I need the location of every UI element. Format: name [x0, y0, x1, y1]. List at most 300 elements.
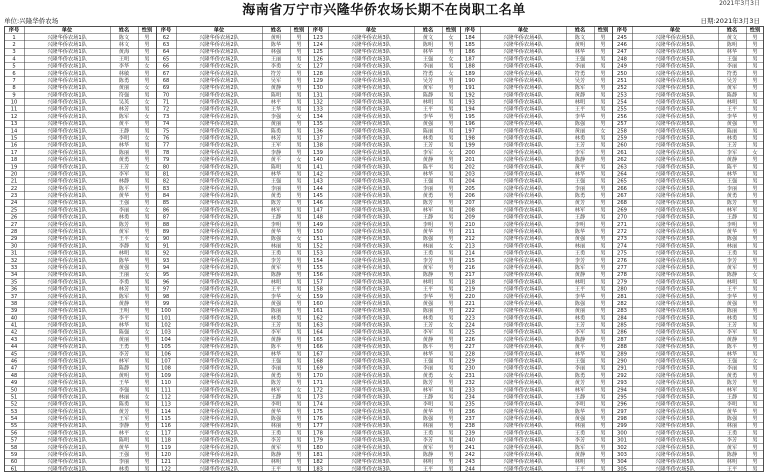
- row-seq: 288: [617, 344, 627, 351]
- row-name: 陈丽: [726, 308, 738, 315]
- row-gender: 男: [600, 372, 606, 379]
- row-gender: 男: [448, 229, 454, 236]
- row-gender: 男: [144, 351, 150, 358]
- row-seq: 159: [313, 293, 323, 300]
- row-gender: 男: [296, 92, 302, 99]
- row-gender: 男: [296, 70, 302, 77]
- row-unit: 兴隆华侨农场4队: [503, 142, 543, 149]
- row-seq: 104: [161, 336, 171, 343]
- row-gender: 女: [448, 34, 454, 41]
- row-gender: 男: [600, 329, 606, 336]
- row-unit: 兴隆华侨农场5队: [655, 34, 695, 41]
- row-unit: 兴隆华侨农场5队: [655, 128, 695, 135]
- row-seq: 116: [161, 423, 171, 430]
- row-seq: 36: [10, 286, 18, 293]
- row-unit: 兴隆华侨农场1队: [47, 322, 87, 329]
- row-seq: 170: [313, 372, 323, 379]
- row-gender: 男: [600, 444, 606, 451]
- row-seq: 132: [313, 99, 323, 106]
- row-seq: 2: [12, 41, 16, 48]
- row-gender: 男: [752, 236, 758, 243]
- row-name: 王静: [422, 214, 434, 221]
- row-gender: 男: [296, 279, 302, 286]
- row-seq: 199: [465, 142, 475, 149]
- row-seq: 65: [162, 56, 170, 63]
- row-unit: 兴隆华侨农场2队: [199, 149, 239, 156]
- row-seq: 148: [313, 214, 323, 221]
- row-gender: 男: [752, 466, 758, 472]
- row-unit: 兴隆华侨农场5队: [655, 229, 695, 236]
- row-seq: 40: [10, 315, 18, 322]
- row-name: 王芳: [270, 322, 282, 329]
- row-seq: 77: [162, 142, 170, 149]
- row-unit: 兴隆华侨农场3队: [351, 200, 391, 207]
- row-name: 林明: [422, 279, 434, 286]
- row-name: 陈丽: [270, 308, 282, 315]
- row-name: 李华: [422, 113, 434, 120]
- row-gender: 男: [752, 135, 758, 142]
- row-gender: 男: [144, 121, 150, 128]
- row-seq: 190: [465, 77, 475, 84]
- row-unit: 兴隆华侨农场1队: [47, 466, 87, 472]
- row-unit: 兴隆华侨农场3队: [351, 185, 391, 192]
- row-name: 林勇: [726, 135, 738, 142]
- row-unit: 兴隆华侨农场4队: [503, 372, 543, 379]
- row-gender: 女: [144, 85, 150, 92]
- row-seq: 61: [10, 466, 18, 472]
- row-name: 陈军: [118, 293, 130, 300]
- row-unit: 兴隆华侨农场3队: [351, 171, 391, 178]
- row-name: 陈丽: [422, 308, 434, 315]
- row-unit: 兴隆华侨农场2队: [199, 157, 239, 164]
- row-gender: 男: [296, 380, 302, 387]
- row-seq: 33: [10, 264, 18, 271]
- row-name: 林文: [118, 41, 130, 48]
- row-name: 李明: [270, 401, 282, 408]
- row-name: 李丽: [422, 185, 434, 192]
- row-name: 李芳: [574, 437, 586, 444]
- row-gender: 男: [144, 193, 150, 200]
- column-header: 姓名: [726, 27, 738, 34]
- row-gender: 男: [296, 372, 302, 379]
- row-gender: 男: [752, 444, 758, 451]
- row-gender: 男: [752, 171, 758, 178]
- row-gender: 男: [296, 423, 302, 430]
- row-unit: 兴隆华侨农场1队: [47, 63, 87, 70]
- row-unit: 兴隆华侨农场3队: [351, 423, 391, 430]
- row-seq: 39: [10, 308, 18, 315]
- row-seq: 261: [617, 149, 627, 156]
- row-name: 林明: [270, 459, 282, 466]
- row-seq: 130: [313, 85, 323, 92]
- row-name: 李平: [118, 315, 130, 322]
- row-seq: 247: [617, 49, 627, 56]
- row-seq: 196: [465, 121, 475, 128]
- row-name: 林丽: [422, 243, 434, 250]
- row-unit: 兴隆华侨农场2队: [199, 344, 239, 351]
- row-gender: 男: [296, 308, 302, 315]
- row-seq: 278: [617, 272, 627, 279]
- row-seq: 302: [617, 444, 627, 451]
- row-name: 林军: [422, 207, 434, 214]
- row-seq: 158: [313, 286, 323, 293]
- row-gender: 男: [752, 214, 758, 221]
- row-unit: 兴隆华侨农场4队: [503, 257, 543, 264]
- row-gender: 男: [600, 243, 606, 250]
- row-gender: 男: [600, 193, 606, 200]
- row-seq: 30: [10, 243, 18, 250]
- row-gender: 男: [296, 85, 302, 92]
- column-header: 性别: [293, 27, 305, 34]
- row-seq: 202: [465, 164, 475, 171]
- row-seq: 191: [465, 85, 475, 92]
- row-gender: 男: [296, 193, 302, 200]
- row-gender: 男: [144, 41, 150, 48]
- row-unit: 兴隆华侨农场5队: [655, 444, 695, 451]
- row-unit: 兴隆华侨农场5队: [655, 279, 695, 286]
- row-seq: 169: [313, 365, 323, 372]
- row-seq: 243: [465, 459, 475, 466]
- row-seq: 55: [10, 423, 18, 430]
- row-unit: 兴隆华侨农场3队: [351, 329, 391, 336]
- row-gender: 男: [600, 416, 606, 423]
- row-seq: 187: [465, 56, 475, 63]
- row-name: 林明: [726, 279, 738, 286]
- row-name: 陈静: [270, 452, 282, 459]
- row-unit: 兴隆华侨农场5队: [655, 336, 695, 343]
- row-seq: 139: [313, 149, 323, 156]
- row-gender: 女: [144, 329, 150, 336]
- row-name: 吴芳: [422, 77, 434, 84]
- row-name: 黄静: [422, 336, 434, 343]
- row-unit: 兴隆华侨农场2队: [199, 416, 239, 423]
- row-name: 王平: [422, 286, 434, 293]
- row-seq: 257: [617, 121, 627, 128]
- row-seq: 93: [162, 257, 170, 264]
- row-seq: 249: [617, 63, 627, 70]
- row-gender: 男: [600, 214, 606, 221]
- row-name: 黄静: [574, 272, 586, 279]
- row-unit: 兴隆华侨农场2队: [199, 401, 239, 408]
- row-unit: 兴隆华侨农场1队: [47, 264, 87, 271]
- row-unit: 兴隆华侨农场5队: [655, 322, 695, 329]
- row-seq: 102: [161, 322, 171, 329]
- row-unit: 兴隆华侨农场4队: [503, 452, 543, 459]
- row-seq: 75: [162, 128, 170, 135]
- row-unit: 兴隆华侨农场3队: [351, 149, 391, 156]
- row-unit: 兴隆华侨农场1队: [47, 380, 87, 387]
- row-unit: 兴隆华侨农场2队: [199, 49, 239, 56]
- row-name: 李明: [574, 221, 586, 228]
- row-gender: 男: [448, 236, 454, 243]
- row-gender: 男: [752, 380, 758, 387]
- row-seq: 163: [313, 322, 323, 329]
- row-name: 黄华: [726, 408, 738, 415]
- row-seq: 182: [313, 459, 323, 466]
- row-seq: 301: [617, 437, 627, 444]
- row-gender: 女: [752, 358, 758, 365]
- row-name: 林华: [726, 351, 738, 358]
- row-gender: 男: [752, 164, 758, 171]
- row-seq: 298: [617, 416, 627, 423]
- row-seq: 231: [465, 372, 475, 379]
- row-seq: 216: [465, 264, 475, 271]
- row-gender: 男: [752, 423, 758, 430]
- row-gender: 女: [296, 236, 302, 243]
- row-unit: 兴隆华侨农场3队: [351, 279, 391, 286]
- row-unit: 兴隆华侨农场2队: [199, 243, 239, 250]
- row-name: 王芳: [574, 142, 586, 149]
- row-name: 陈丽: [726, 128, 738, 135]
- row-gender: 男: [448, 380, 454, 387]
- row-name: 林勇: [574, 315, 586, 322]
- row-gender: 男: [296, 106, 302, 113]
- row-name: 王强: [270, 358, 282, 365]
- row-name: 王强: [574, 56, 586, 63]
- row-gender: 男: [296, 416, 302, 423]
- row-unit: 兴隆华侨农场4队: [503, 157, 543, 164]
- row-name: 林军: [118, 358, 130, 365]
- row-unit: 兴隆华侨农场2队: [199, 221, 239, 228]
- row-unit: 兴隆华侨农场3队: [351, 444, 391, 451]
- row-unit: 兴隆华侨农场2队: [199, 171, 239, 178]
- row-gender: 男: [752, 106, 758, 113]
- row-unit: 兴隆华侨农场3队: [351, 243, 391, 250]
- row-seq: 273: [617, 236, 627, 243]
- row-unit: 兴隆华侨农场5队: [655, 200, 695, 207]
- row-gender: 男: [752, 315, 758, 322]
- row-name: 黄丽: [574, 128, 586, 135]
- row-name: 陈明: [726, 41, 738, 48]
- row-unit: 兴隆华侨农场3队: [351, 135, 391, 142]
- row-unit: 兴隆华侨农场3队: [351, 394, 391, 401]
- row-gender: 男: [296, 264, 302, 271]
- row-seq: 290: [617, 358, 627, 365]
- row-gender: 女: [448, 243, 454, 250]
- row-name: 陈静: [574, 336, 586, 343]
- row-seq: 242: [465, 452, 475, 459]
- row-seq: 24: [10, 200, 18, 207]
- row-unit: 兴隆华侨农场4队: [503, 214, 543, 221]
- row-seq: 277: [617, 264, 627, 271]
- row-name: 陈芳: [118, 221, 130, 228]
- row-name: 黄明: [118, 372, 130, 379]
- row-gender: 男: [752, 437, 758, 444]
- row-gender: 男: [752, 293, 758, 300]
- row-name: 林明: [574, 459, 586, 466]
- row-unit: 兴隆华侨农场1队: [47, 315, 87, 322]
- row-gender: 女: [144, 272, 150, 279]
- row-name: 陈平: [726, 344, 738, 351]
- row-gender: 男: [144, 243, 150, 250]
- row-seq: 68: [162, 77, 170, 84]
- row-unit: 兴隆华侨农场1队: [47, 70, 87, 77]
- row-gender: 女: [144, 164, 150, 171]
- row-name: 李丽: [574, 185, 586, 192]
- row-gender: 男: [448, 286, 454, 293]
- row-gender: 男: [600, 264, 606, 271]
- row-unit: 兴隆华侨农场4队: [503, 293, 543, 300]
- row-seq: 52: [10, 401, 18, 408]
- row-unit: 兴隆华侨农场1队: [47, 459, 87, 466]
- row-unit: 兴隆华侨农场2队: [199, 459, 239, 466]
- row-name: 李丽: [726, 365, 738, 372]
- row-unit: 兴隆华侨农场4队: [503, 423, 543, 430]
- row-name: 林明: [726, 99, 738, 106]
- row-unit: 兴隆华侨农场1队: [47, 171, 87, 178]
- row-name: 王芳: [422, 142, 434, 149]
- row-name: 李华: [574, 113, 586, 120]
- row-name: 吴英: [118, 99, 130, 106]
- row-seq: 175: [313, 408, 323, 415]
- row-gender: 男: [600, 250, 606, 257]
- row-unit: 兴隆华侨农场3队: [351, 99, 391, 106]
- row-seq: 92: [162, 250, 170, 257]
- row-unit: 兴隆华侨农场4队: [503, 351, 543, 358]
- row-seq: 168: [313, 358, 323, 365]
- row-gender: 男: [752, 99, 758, 106]
- row-name: 林军: [574, 207, 586, 214]
- row-unit: 兴隆华侨农场1队: [47, 430, 87, 437]
- row-unit: 兴隆华侨农场5队: [655, 387, 695, 394]
- row-gender: 男: [448, 164, 454, 171]
- row-seq: 174: [313, 401, 323, 408]
- row-unit: 兴隆华侨农场2队: [199, 279, 239, 286]
- row-unit: 兴隆华侨农场2队: [199, 63, 239, 70]
- row-unit: 兴隆华侨农场4队: [503, 279, 543, 286]
- row-seq: 109: [161, 372, 171, 379]
- row-name: 王勇: [574, 430, 586, 437]
- row-seq: 103: [161, 329, 171, 336]
- row-seq: 83: [162, 185, 170, 192]
- row-unit: 兴隆华侨农场2队: [199, 193, 239, 200]
- row-unit: 兴隆华侨农场5队: [655, 106, 695, 113]
- row-unit: 兴隆华侨农场5队: [655, 408, 695, 415]
- row-seq: 303: [617, 452, 627, 459]
- row-seq: 197: [465, 128, 475, 135]
- row-gender: 男: [752, 257, 758, 264]
- row-seq: 129: [313, 77, 323, 84]
- row-unit: 兴隆华侨农场4队: [503, 236, 543, 243]
- row-gender: 男: [600, 63, 606, 70]
- row-gender: 男: [296, 365, 302, 372]
- row-unit: 兴隆华侨农场1队: [47, 336, 87, 343]
- row-gender: 男: [448, 315, 454, 322]
- row-unit: 兴隆华侨农场5队: [655, 250, 695, 257]
- row-name: 王静: [574, 394, 586, 401]
- row-name: 符勇: [422, 70, 434, 77]
- row-seq: 246: [617, 41, 627, 48]
- row-unit: 兴隆华侨农场5队: [655, 394, 695, 401]
- row-name: 林华: [726, 49, 738, 56]
- row-name: 黄平: [574, 164, 586, 171]
- row-unit: 兴隆华侨农场2队: [199, 56, 239, 63]
- row-seq: 3: [12, 49, 16, 56]
- row-unit: 兴隆华侨农场3队: [351, 157, 391, 164]
- row-name: 黄强: [574, 416, 586, 423]
- row-gender: 男: [600, 171, 606, 178]
- row-name: 林华: [422, 351, 434, 358]
- row-gender: 男: [296, 250, 302, 257]
- row-name: 李芳: [422, 437, 434, 444]
- row-gender: 男: [144, 178, 150, 185]
- row-unit: 兴隆华侨农场1队: [47, 164, 87, 171]
- row-gender: 男: [752, 121, 758, 128]
- row-gender: 男: [448, 394, 454, 401]
- row-gender: 男: [296, 437, 302, 444]
- row-name: 王静: [422, 394, 434, 401]
- row-seq: 201: [465, 157, 475, 164]
- row-seq: 51: [10, 394, 18, 401]
- row-gender: 男: [600, 92, 606, 99]
- column-header: 单位: [61, 27, 73, 34]
- row-name: 陈强: [422, 416, 434, 423]
- row-gender: 男: [448, 437, 454, 444]
- row-seq: 167: [313, 351, 323, 358]
- row-unit: 兴隆华侨农场1队: [47, 92, 87, 99]
- row-unit: 兴隆华侨农场1队: [47, 408, 87, 415]
- row-name: 王芳: [726, 322, 738, 329]
- row-seq: 89: [162, 229, 170, 236]
- row-name: 李芳: [270, 257, 282, 264]
- row-gender: 男: [752, 308, 758, 315]
- row-name: 陈芳: [726, 200, 738, 207]
- row-name: 陈芳: [422, 380, 434, 387]
- row-unit: 兴隆华侨农场5队: [655, 236, 695, 243]
- row-seq: 27: [10, 221, 18, 228]
- row-name: 陈平: [270, 344, 282, 351]
- row-seq: 183: [313, 466, 323, 472]
- unit-label: 单位:兴隆华侨农场: [4, 17, 59, 25]
- row-unit: 兴隆华侨农场4队: [503, 135, 543, 142]
- row-unit: 兴隆华侨农场4队: [503, 99, 543, 106]
- row-seq: 228: [465, 351, 475, 358]
- row-gender: 男: [144, 185, 150, 192]
- row-unit: 兴隆华侨农场3队: [351, 380, 391, 387]
- row-unit: 兴隆华侨农场5队: [655, 221, 695, 228]
- row-name: 王明: [118, 56, 130, 63]
- row-seq: 60: [10, 459, 18, 466]
- row-unit: 兴隆华侨农场4队: [503, 300, 543, 307]
- row-unit: 兴隆华侨农场4队: [503, 459, 543, 466]
- row-gender: 男: [296, 164, 302, 171]
- row-gender: 男: [600, 34, 606, 41]
- row-unit: 兴隆华侨农场4队: [503, 286, 543, 293]
- row-name: 林丽: [726, 243, 738, 250]
- row-unit: 兴隆华侨农场3队: [351, 437, 391, 444]
- row-unit: 兴隆华侨农场5队: [655, 185, 695, 192]
- row-gender: 男: [144, 416, 150, 423]
- row-seq: 147: [313, 207, 323, 214]
- row-seq: 279: [617, 279, 627, 286]
- row-unit: 兴隆华侨农场5队: [655, 452, 695, 459]
- row-unit: 兴隆华侨农场3队: [351, 408, 391, 415]
- row-seq: 84: [162, 193, 170, 200]
- row-name: 李明: [422, 401, 434, 408]
- row-name: 王丽: [118, 272, 130, 279]
- row-gender: 男: [144, 423, 150, 430]
- row-unit: 兴隆华侨农场2队: [199, 365, 239, 372]
- row-name: 黄军: [422, 264, 434, 271]
- row-seq: 21: [10, 178, 18, 185]
- row-name: 陈华: [118, 257, 130, 264]
- row-gender: 男: [752, 329, 758, 336]
- row-name: 李军: [118, 171, 130, 178]
- row-name: 黄军: [270, 444, 282, 451]
- row-gender: 男: [144, 257, 150, 264]
- row-name: 王静: [726, 214, 738, 221]
- row-unit: 兴隆华侨农场2队: [199, 257, 239, 264]
